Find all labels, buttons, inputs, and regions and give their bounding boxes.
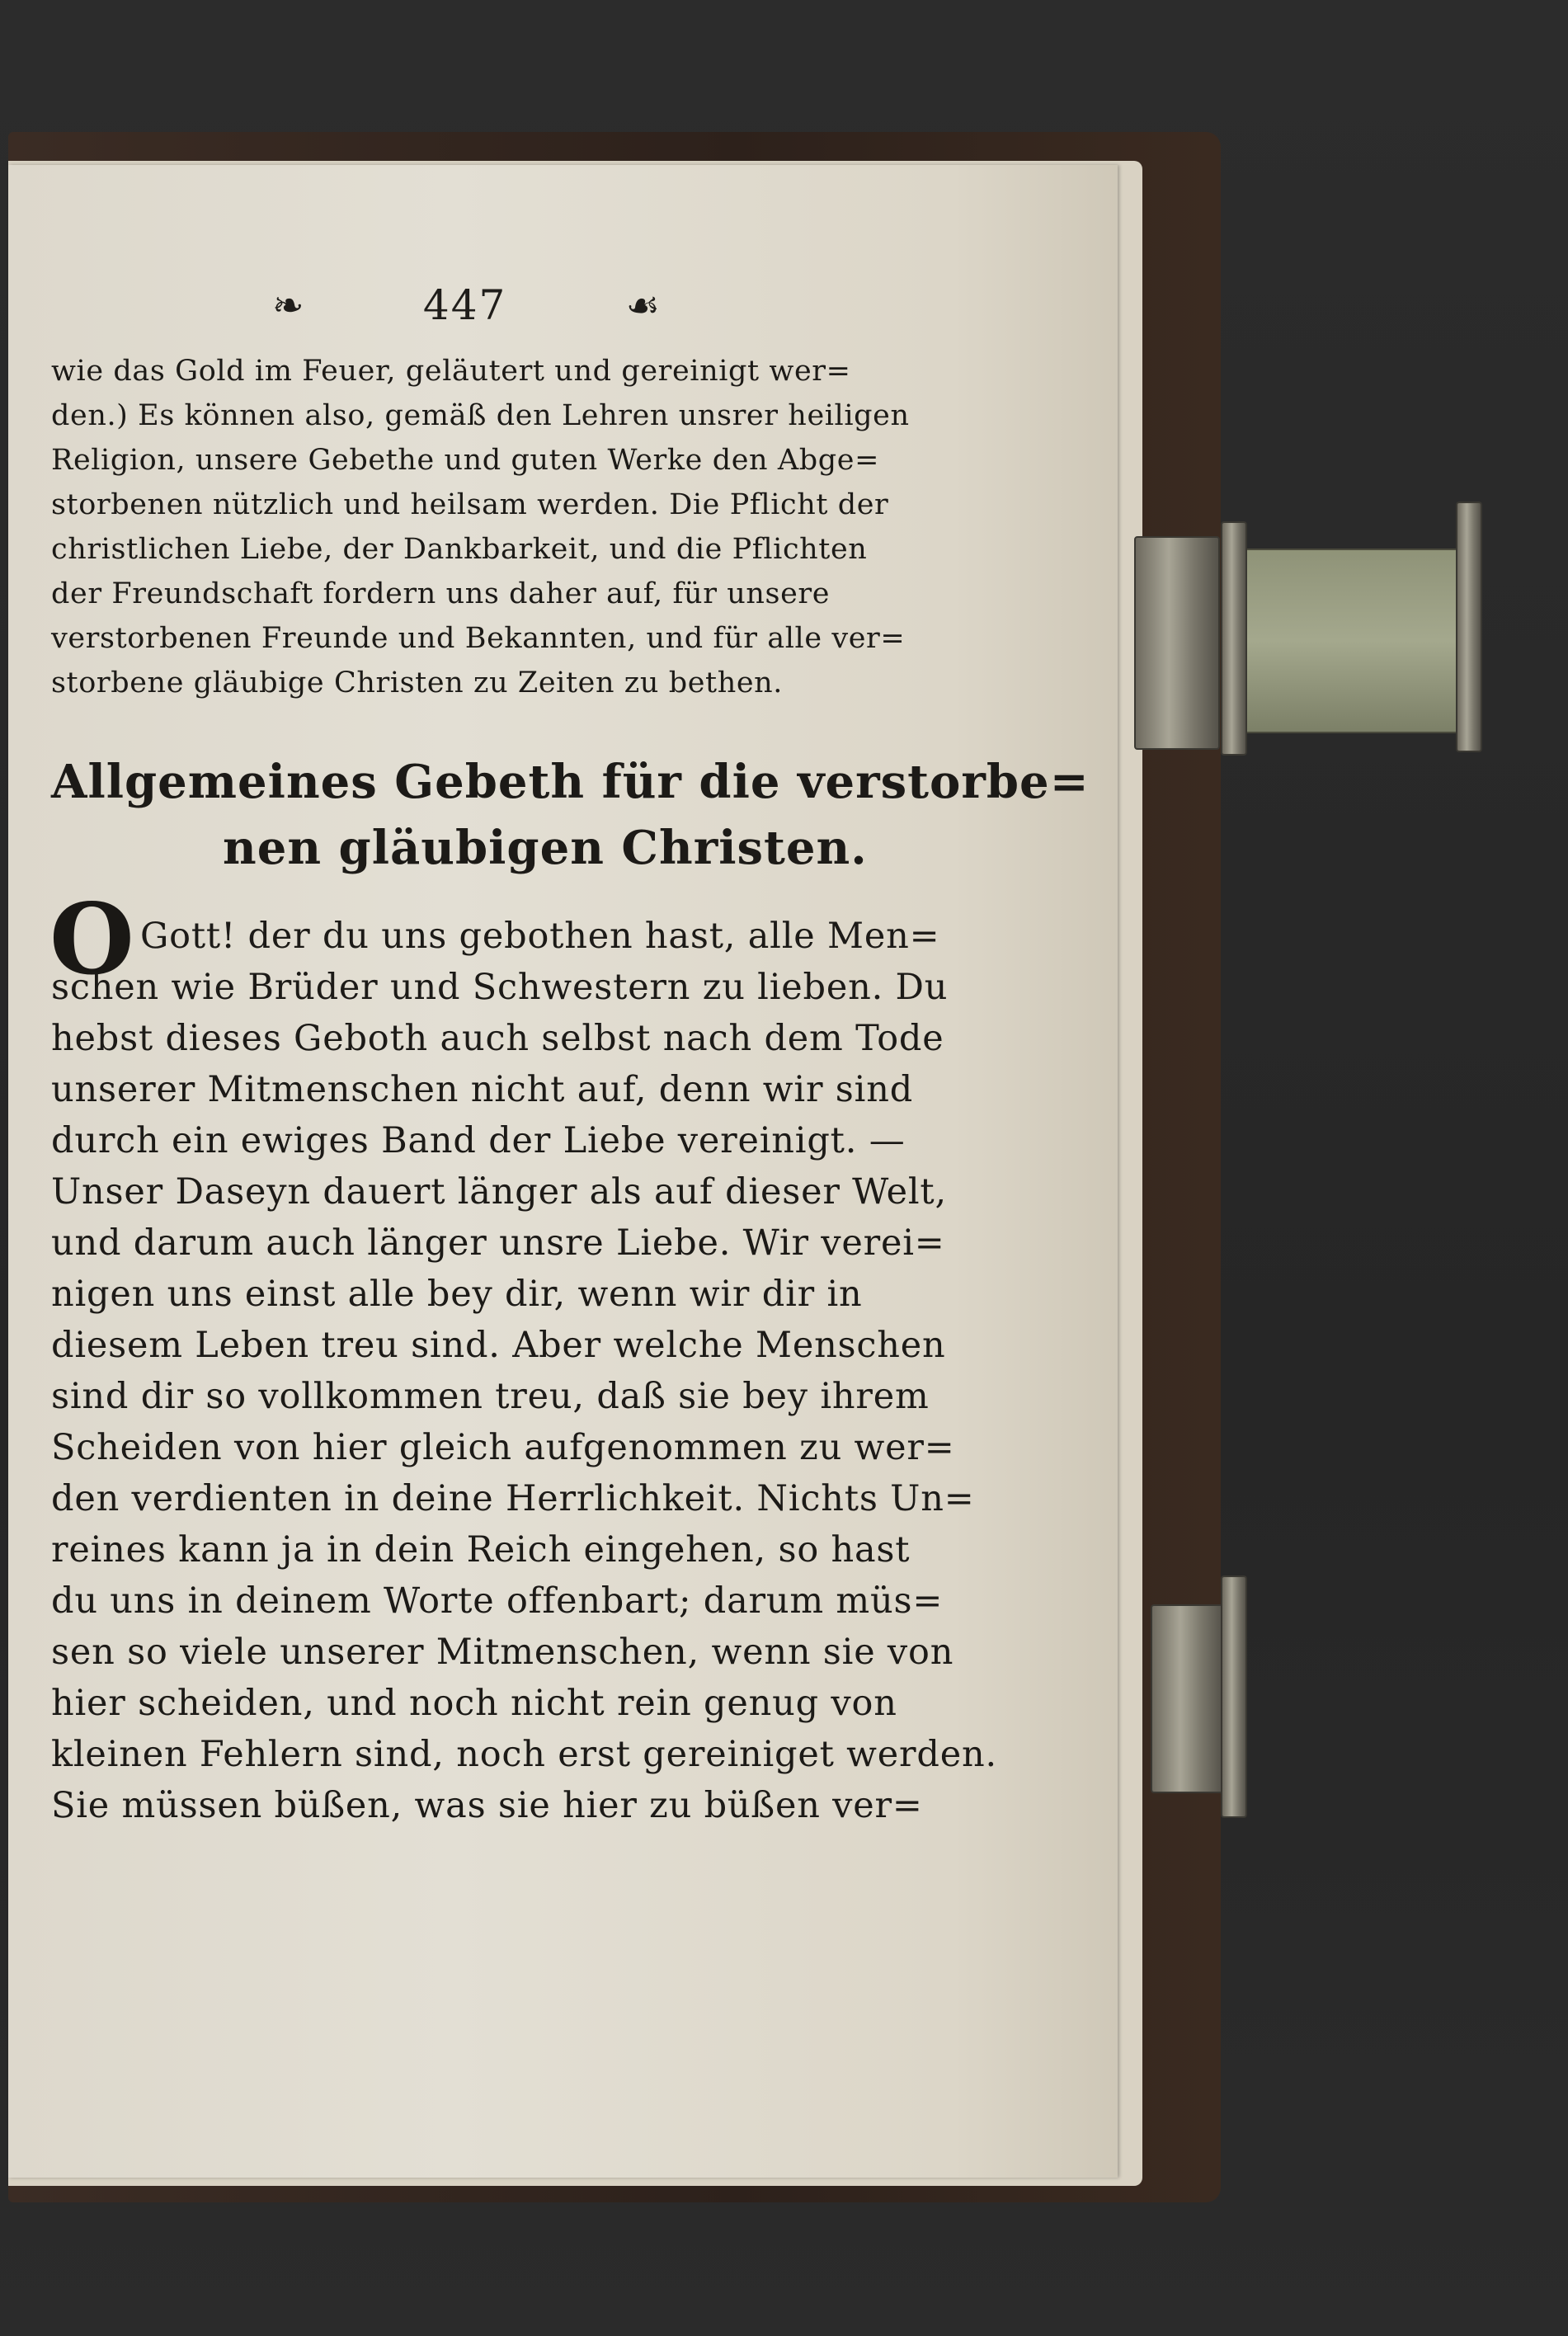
continuation-line: wie das Gold im Feuer, geläutert und gereinigt wer= — [51, 355, 851, 388]
upper-clasp-end — [1456, 502, 1482, 752]
prayer-line: Sie müssen büßen, was sie hier zu büßen ver= — [51, 1785, 923, 1826]
ornament-right: ☙ — [625, 283, 660, 327]
prayer-line: hier scheiden, und noch nicht rein genug von — [51, 1683, 897, 1724]
prayer-line: reines kann ja in dein Reich eingehen, so hast — [51, 1529, 911, 1571]
upper-clasp-plate — [1241, 549, 1467, 733]
prayer-line: du uns in deinem Worte offenbart; darum müs= — [51, 1580, 944, 1622]
prayer-line: schen wie Brüder und Schwestern zu lieben. Du — [51, 967, 949, 1008]
prayer-line: sind dir so vollkommen treu, daß sie bey ihrem — [51, 1376, 930, 1417]
upper-clasp-hinge — [1134, 536, 1220, 750]
drop-cap: O — [49, 882, 134, 996]
continuation-line: der Freundschaft fordern uns daher auf, für unsere — [51, 577, 831, 610]
continuation-line: den.) Es können also, gemäß den Lehren unsrer heiligen — [51, 399, 910, 432]
page-number: 447 — [422, 281, 507, 329]
upper-clasp-pin — [1221, 521, 1247, 756]
continuation-line: storbene gläubige Christen zu Zeiten zu bethen. — [51, 666, 784, 699]
prayer-line: kleinen Fehlern sind, noch erst gereiniget werden. — [51, 1734, 997, 1775]
prayer-line: Gott! der du uns gebothen hast, alle Men= — [140, 916, 940, 957]
continuation-line: christlichen Liebe, der Dankbarkeit, und die Pflichten — [51, 533, 868, 566]
page-header — [272, 272, 660, 338]
section-heading-line: nen gläubigen Christen. — [223, 821, 868, 875]
prayer-line: unserer Mitmenschen nicht auf, denn wir sind — [51, 1069, 914, 1110]
prayer-line: Unser Daseyn dauert länger als auf dieser Welt, — [51, 1171, 947, 1213]
prayer-line: und darum auch länger unsre Liebe. Wir verei= — [51, 1222, 945, 1264]
lower-clasp-hinge — [1151, 1604, 1224, 1793]
continuation-line: storbenen nützlich und heilsam werden. Die Pflicht der — [51, 488, 889, 521]
prayer-line: diesem Leben treu sind. Aber welche Menschen — [51, 1325, 946, 1366]
section-heading-line: Allgemeines Gebeth für die verstorbe= — [51, 755, 1090, 809]
ornament-left: ❧ — [272, 283, 304, 327]
prayer-line: den verdienten in deine Herrlichkeit. Nichts Un= — [51, 1478, 975, 1519]
prayer-line: Scheiden von hier gleich aufgenommen zu wer= — [51, 1427, 955, 1468]
continuation-line: verstorbenen Freunde und Bekannten, und für alle ver= — [51, 622, 906, 655]
prayer-line: durch ein ewiges Band der Liebe vereinigt. — — [51, 1120, 906, 1161]
continuation-line: Religion, unsere Gebethe und guten Werke den Abge= — [51, 444, 880, 477]
prayer-line: nigen uns einst alle bey dir, wenn wir dir in — [51, 1274, 863, 1315]
prayer-line: hebst dieses Geboth auch selbst nach dem Tode — [51, 1018, 944, 1059]
prayer-line: sen so viele unserer Mitmenschen, wenn sie von — [51, 1632, 954, 1673]
lower-clasp-pin — [1221, 1575, 1247, 1818]
